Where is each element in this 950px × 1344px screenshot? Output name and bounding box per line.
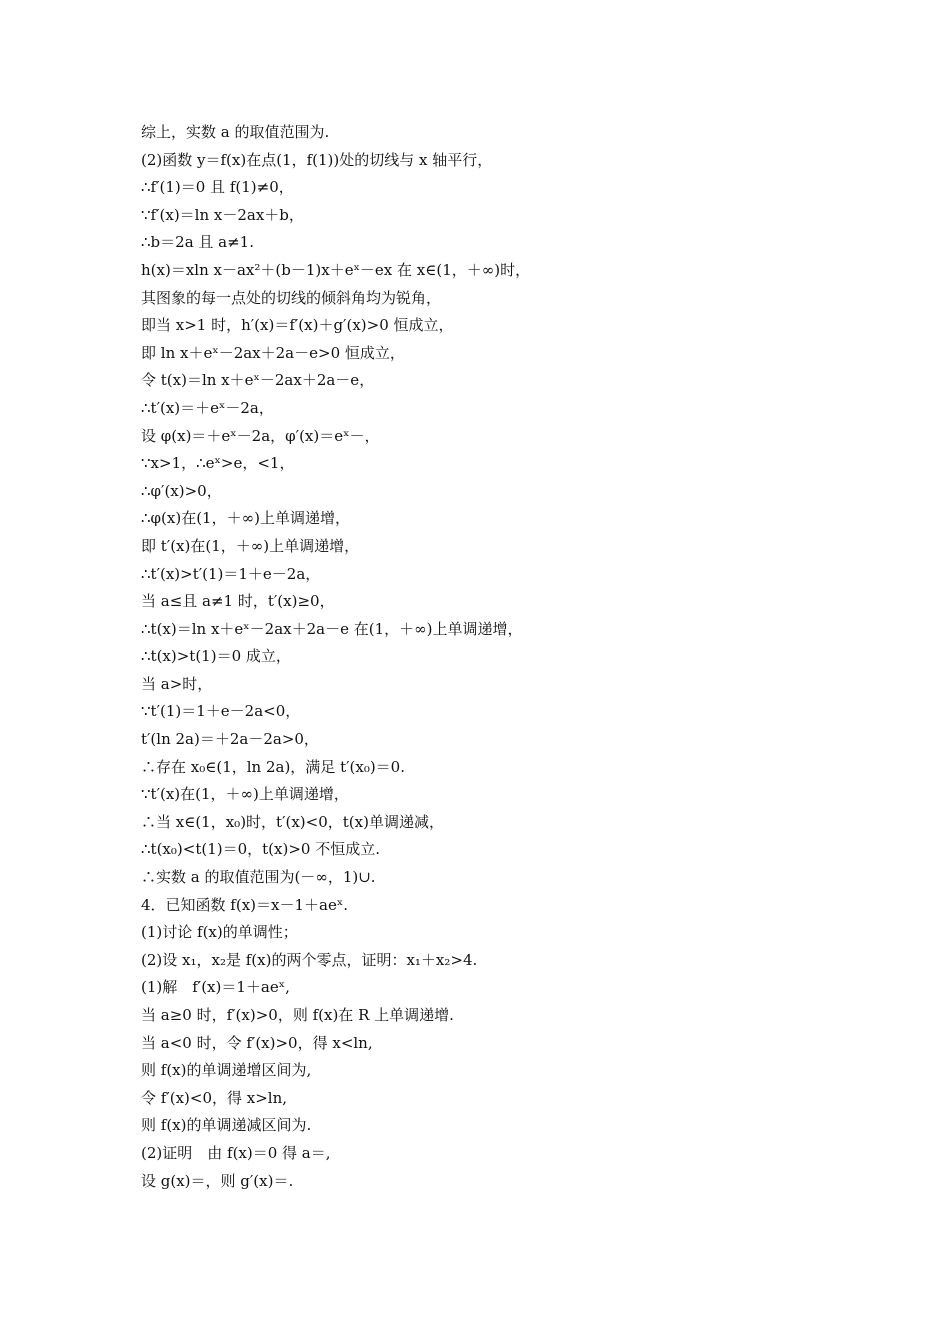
text-line: ∵t′(1)＝1＋e－2a<0，	[141, 702, 301, 721]
text-line: (2)函数 y＝f(x)在点(1，f(1))处的切线与 x 轴平行，	[141, 150, 493, 169]
text-line: 4．已知函数 f(x)＝x－1＋aeˣ.	[141, 895, 348, 914]
text-line: ∴t(x)＝ln x＋eˣ－2ax＋2a－e 在(1，＋∞)上单调递增，	[141, 619, 523, 638]
text-line: 当 a<0 时，令 f′(x)>0，得 x<ln,	[141, 1033, 373, 1052]
document-body	[141, 119, 841, 1195]
text-line: ∴b＝2a 且 a≠1.	[141, 233, 254, 252]
text-line: ∴t(x)>t(1)＝0 成立，	[141, 647, 291, 666]
text-line: ∵f′(x)＝ln x－2ax＋b，	[141, 205, 304, 224]
text-line: 设 φ(x)＝＋eˣ－2a，φ′(x)＝eˣ－，	[141, 426, 380, 445]
text-line: t′(ln 2a)＝＋2a－2a>0，	[141, 730, 319, 749]
text-line: ∴当 x∈(1，x₀)时，t′(x)<0，t(x)单调递减，	[141, 812, 444, 831]
text-line: ∵t′(x)在(1，＋∞)上单调递增，	[141, 785, 349, 804]
text-line: 令 f′(x)<0，得 x>ln,	[141, 1088, 288, 1107]
text-line: ∴实数 a 的取值范围为(－∞，1)∪.	[141, 868, 376, 887]
text-line: 当 a≤且 a≠1 时，t′(x)≥0，	[141, 592, 335, 611]
text-line: ∴f′(1)＝0 且 f(1)≠0，	[141, 178, 294, 197]
text-line: ∴t′(x)＝＋eˣ－2a，	[141, 398, 274, 417]
text-line: ∴φ′(x)>0，	[141, 481, 222, 500]
text-line: ∵x>1，∴eˣ>e，<1，	[141, 454, 295, 473]
text-line: 设 g(x)＝，则 g′(x)＝.	[141, 1171, 294, 1190]
text-line: (2)设 x₁，x₂是 f(x)的两个零点，证明：x₁＋x₂>4.	[141, 950, 478, 969]
text-line: ∴φ(x)在(1，＋∞)上单调递增，	[141, 509, 350, 528]
text-line: 即当 x>1 时，h′(x)＝f′(x)＋g′(x)>0 恒成立，	[141, 316, 454, 335]
text-line: 当 a>时，	[141, 674, 213, 693]
text-line: 即 t′(x)在(1，＋∞)上单调递增，	[141, 536, 360, 555]
text-line: (2)证明 由 f(x)＝0 得 a＝,	[141, 1143, 331, 1162]
text-line: 令 t(x)＝ln x＋eˣ－2ax＋2a－e，	[141, 371, 375, 390]
text-line: (1)解 f′(x)＝1＋aeˣ,	[141, 978, 290, 997]
text-line: 当 a≥0 时，f′(x)>0，则 f(x)在 R 上单调递增.	[141, 1006, 454, 1024]
text-line: 其图象的每一点处的切线的倾斜角均为锐角，	[141, 288, 442, 307]
text-line: 则 f(x)的单调递增区间为,	[141, 1061, 312, 1080]
text-line: (1)讨论 f(x)的单调性；	[141, 923, 298, 942]
text-line: h(x)＝xln x－ax²＋(b－1)x＋eˣ－ex 在 x∈(1，＋∞)时，	[141, 260, 531, 279]
text-line: 综上，实数 a 的取值范围为.	[141, 123, 330, 141]
text-line: ∴存在 x₀∈(1，ln 2a)，满足 t′(x₀)＝0.	[141, 757, 405, 776]
text-line: 即 ln x＋eˣ－2ax＋2a－e>0 恒成立，	[141, 343, 405, 362]
text-line: ∴t(x₀)<t(1)＝0，t(x)>0 不恒成立.	[141, 840, 380, 859]
text-line: ∴t′(x)>t′(1)＝1＋e－2a，	[141, 564, 321, 583]
text-line: 则 f(x)的单调递减区间为.	[141, 1116, 312, 1135]
